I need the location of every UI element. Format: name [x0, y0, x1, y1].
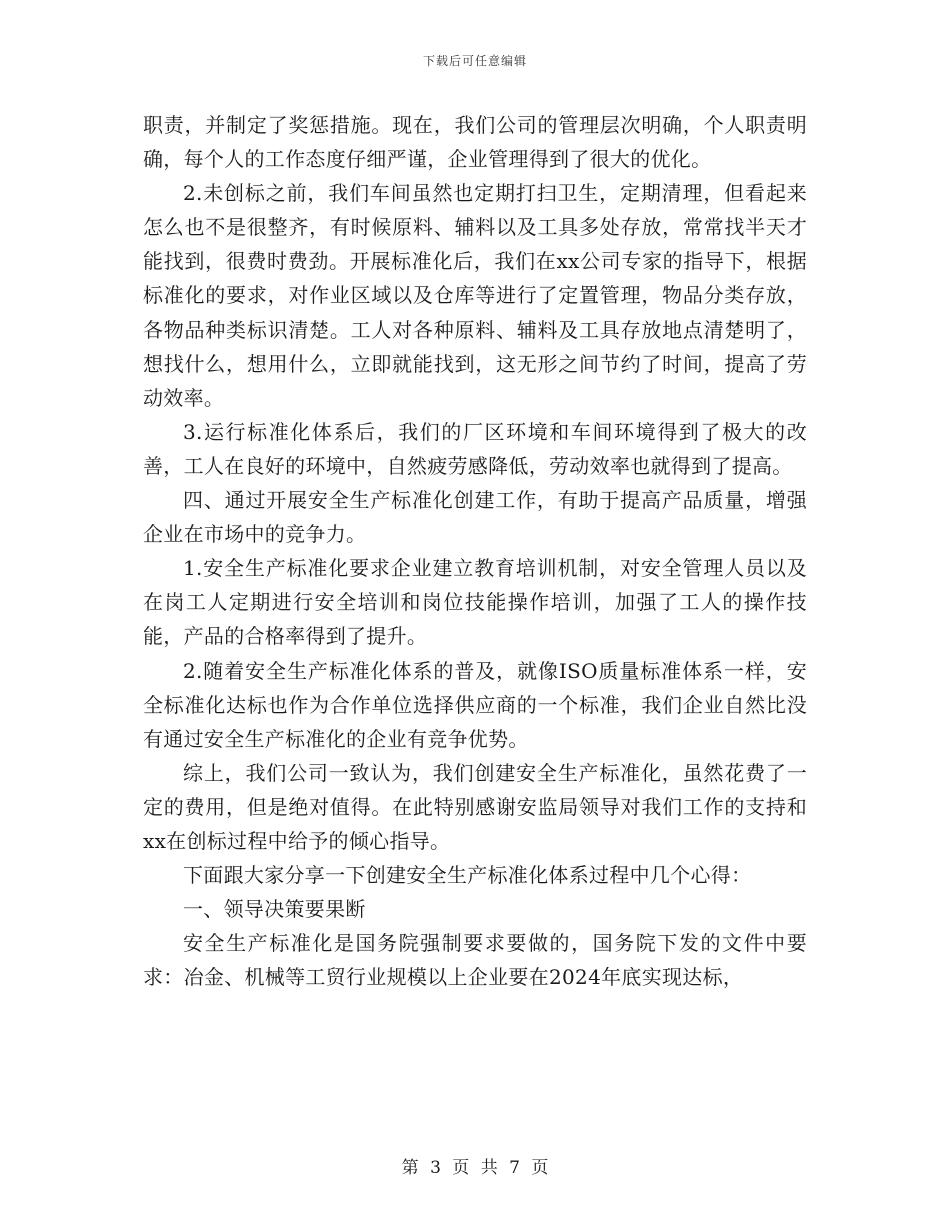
paragraph-1: 职责，并制定了奖惩措施。现在，我们公司的管理层次明确，个人职责明确，每个人的工作态度仔细严谨，企业管理得到了很大的优化。: [143, 113, 807, 172]
page-header: 下载后可任意编辑: [422, 54, 527, 68]
document-body: [143, 108, 807, 994]
paragraph-6: 2.随着安全生产标准化体系的普及，就像ISO质量标准体系一样，安全标准化达标也作为合作单位选择供应商的一个标准，我们企业自然比没有通过安全生产标准化的企业有竞争优势。: [143, 658, 807, 751]
page-footer: 第 3 页 共 7 页: [401, 1158, 549, 1178]
paragraph-10: 安全生产标准化是国务院强制要求要做的，国务院下发的文件中要求：冶金、机械等工贸行业规模以上企业要在2024年底实现达标，: [143, 931, 807, 990]
paragraph-8: 下面跟大家分享一下创建安全生产标准化体系过程中几个心得：: [183, 863, 752, 888]
paragraph-7: 综上，我们公司一致认为，我们创建安全生产标准化，虽然花费了一定的费用，但是绝对值得。在此特别感谢安监局领导对我们工作的支持和xx在创标过程中给予的倾心指导。: [143, 760, 807, 853]
section-heading-1: 一、领导决策要果断: [183, 897, 366, 922]
section-heading-4: 四、通过开展安全生产标准化创建工作，有助于提高产品质量，增强企业在市场中的竞争力。: [143, 488, 807, 547]
paragraph-3: 3.运行标准化体系后，我们的厂区环境和车间环境得到了极大的改善，工人在良好的环境中，自然疲劳感降低，劳动效率也就得到了提高。: [143, 419, 807, 478]
paragraph-2: 2.未创标之前，我们车间虽然也定期打扫卫生，定期清理，但看起来怎么也不是很整齐，有时候原料、辅料以及工具多处存放，常常找半天才能找到，很费时费劲。开展标准化后，我们在xx公司专家的指导下，根据标准化的要求，对作业区域以及仓库等进行了定置管理，物品分类存放，各物品种类标识清楚。工人对各种原料、辅料及工具存放地点清楚明了，想找什么，想用什么，立即就能找到，这无形之间节约了时间，提高了劳动效率。: [143, 181, 807, 410]
paragraph-5: 1.安全生产标准化要求企业建立教育培训机制，对安全管理人员以及在岗工人定期进行安全培训和岗位技能操作培训，加强了工人的操作技能，产品的合格率得到了提升。: [143, 556, 807, 649]
